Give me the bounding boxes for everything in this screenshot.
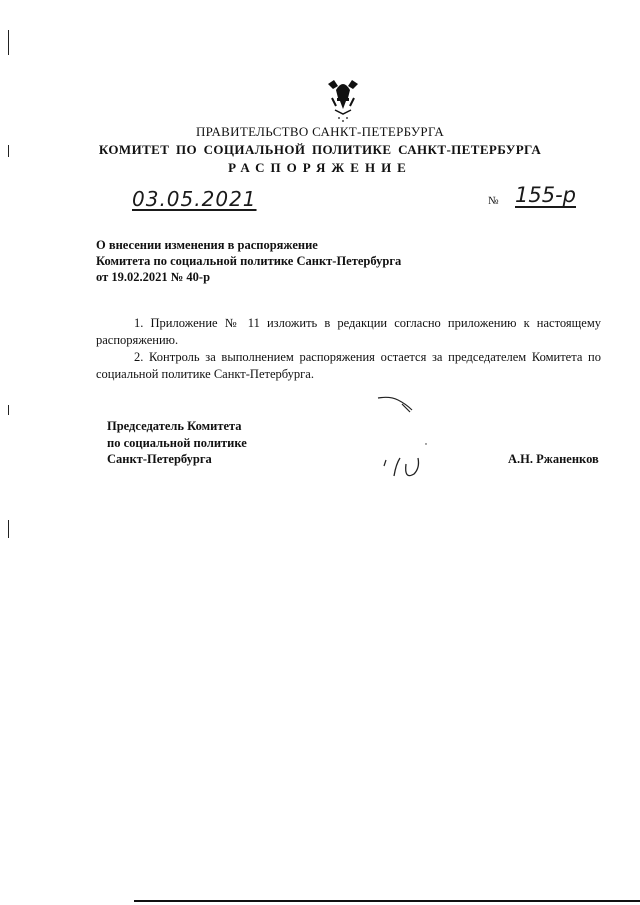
handwritten-number: 155-р: [515, 183, 576, 207]
government-title: ПРАВИТЕЛЬСТВО САНКТ-ПЕТЕРБУРГА: [195, 124, 445, 139]
signatory-title-line: Председатель Комитета: [107, 419, 242, 433]
committee-title: КОМИТЕТ ПО СОЦИАЛЬНОЙ ПОЛИТИКЕ САНКТ-ПЕТЕРБУРГА: [98, 142, 542, 157]
signatory-title-line: по социальной политике: [107, 435, 247, 450]
body-paragraph: 2. Контроль за выполнением распоряжения остается за председателем Комитета по социальной политике Санкт-Петербурга.: [96, 350, 601, 381]
body-paragraph: 1. Приложение № 11 изложить в редакции согласно приложению к настоящему распоряжению.: [96, 316, 601, 347]
subject-line: О внесении изменения в распоряжение: [96, 238, 318, 252]
handwritten-date: 03.05.2021: [132, 187, 257, 211]
handwritten-signature: [370, 388, 450, 488]
document-subject: [96, 237, 456, 285]
number-sign: №: [488, 195, 499, 207]
subject-line: от 19.02.2021 № 40-р: [96, 270, 211, 284]
coat-of-arms-icon: [318, 76, 368, 128]
signatory-title-line: Санкт-Петербурга: [107, 452, 212, 466]
signatory-title: [107, 418, 247, 468]
signatory-name: А.Н. Ржаненков: [508, 452, 599, 466]
subject-line: Комитета по социальной политике Санкт-Петербурга: [96, 254, 402, 268]
document-type: РАСПОРЯЖЕНИЕ: [228, 160, 412, 175]
page-bottom-rule: [134, 900, 640, 902]
document-body: [96, 315, 601, 383]
scan-mark: [8, 30, 9, 55]
scan-mark: [8, 405, 9, 415]
scan-mark: [8, 520, 9, 538]
